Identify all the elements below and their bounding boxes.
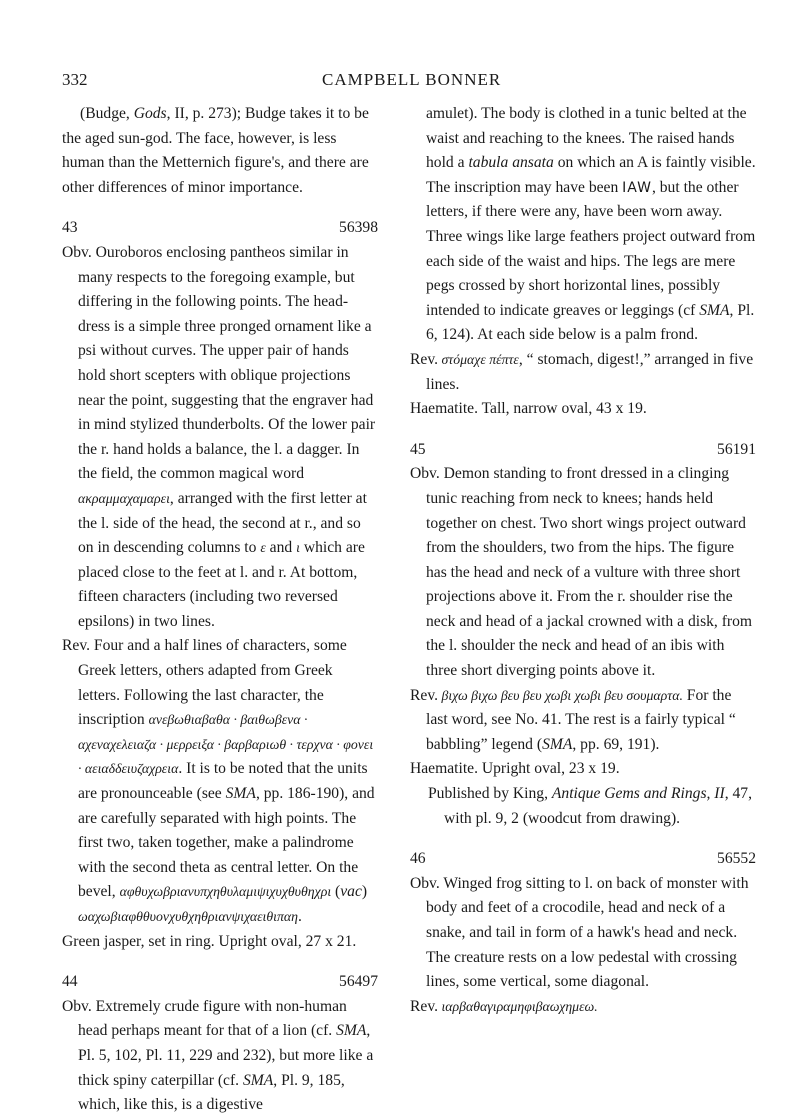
greek-text: ιαρβαθαγιραμηφιβαωχημεω. [438,998,598,1014]
left-column [62,102,378,1118]
obverse-description [62,995,378,1118]
greek-text: ανεβωθιαβαθα · βαιθωβενα · αχεναχελειαζα · μερρειξα · βαρβαριωθ · τερχνα · φονει · αειαδδειυζαχρεια [78,712,374,777]
obverse-label: Obv. [410,465,440,483]
text-run: Published by King, [428,785,552,803]
entry-heading [62,970,378,995]
reverse-label: Rev. [410,350,439,368]
text-run: amulet). The body is clothed in a tunic belted at the waist and reaching to the knees. The raised hands hold a [426,105,747,172]
italic-run: SMA [336,1022,367,1040]
obverse-description [62,241,378,635]
obverse-description [410,872,756,995]
page-header [62,70,750,90]
reverse-description [410,348,756,397]
text-run: , pp. 186-190), and are carefully separated with high points. The first two, taken together, make a palindrome with the second theta as central letter. On the bevel, [78,785,375,901]
greek-text: ι [296,540,300,556]
entry-heading [410,438,756,463]
text-run: , Pl. 6, 124). At each side below is a palm frond. [426,301,755,344]
catalog-number: 56552 [717,850,756,868]
right-column [410,102,756,1019]
entry-45 [410,438,756,832]
obverse-description [410,462,756,683]
text-run: For the last word, see No. 41. The rest is a fairly typical “ babbling” legend ( [426,686,736,753]
entry-heading [410,847,756,872]
italic-run: tabula ansata [468,154,554,172]
greek-text: βιχω βιχω βευ βευ χωβι χωβι βευ σουμαρτα. [438,687,683,703]
greek-text: ε [260,540,266,556]
text-run: , Pl. 5, 102, Pl. 11, 229 and 232), but more like a thick spiny caterpillar (cf. [78,1022,374,1089]
page-number: 332 [62,70,88,89]
reverse-description [410,684,756,758]
italic-run: Gods [133,105,167,122]
greek-text: ωαχωβιαφθθυονχυθχηθριανψιχαειθιπαη [78,909,298,924]
entry-number: 46 [410,850,426,868]
text-run: , pp. 69, 191). [572,735,660,753]
text-run: , 47, with pl. 9, 2 (woodcut from drawing). [444,785,752,827]
text-run: . [298,908,302,925]
entry-44 [62,970,378,1118]
reverse-label: Rev. [62,637,91,655]
obverse-label: Obv. [410,874,440,892]
text-run: Four and a half lines of characters, some Greek letters, others adapted from Greek letters. Following the last character, the inscription [78,637,347,729]
material-note: Haematite. Upright oval, 23 x 19. [410,760,620,778]
italic-run: vac [340,883,362,901]
entry-44-continued [410,102,756,422]
text-run: Extremely crude figure with non-human head perhaps meant for that of a lion (cf. [78,997,347,1040]
greek-text: ακραμμαχαμαρει [78,490,170,506]
text-run: Ouroboros enclosing pantheos similar in many respects to the foregoing example, but differing in the following points. The head-dress is a simple three pronged ornament like a psi without curves. The upper pair of hands hold short scepters with oblique projections near the point, suggesting that the engraver had in mind stylized thunderbolts. Of the lower pair the r. hand holds a balance, the l. a dagger. In the field, the common magical word [78,243,376,483]
text-run: , arranged with the first letter at the l. side of the head, the second at r., and so on in descending columns to [78,489,367,557]
publication-note [410,782,756,831]
material-note: Haematite. Tall, narrow oval, 43 x 19. [410,400,647,418]
text-run: , II, p. 273); Budge takes it to be the aged sun-god. The face, however, is less human than the Metternich figure's, and there are other differences of minor importance. [62,105,369,196]
entry-43 [62,216,378,954]
catalog-number: 56191 [717,440,756,458]
entry-number: 45 [410,440,426,458]
reverse-label: Rev. [410,997,439,1015]
text-run: , Pl. 9, 185, which, like this, is a digestive [78,1071,345,1114]
catalog-number: 56398 [339,219,378,237]
text-run: which are placed close to the feet at l. and r. At bottom, fifteen characters (including two reversed epsilons) in two lines. [78,539,365,630]
intro-paragraph [62,102,378,200]
material-note: Green jasper, set in ring. Upright oval, 27 x 21. [62,932,357,950]
text-run: on which an A is faintly visible. The inscription may have been [426,154,756,196]
greek-text: αφθυχωβριανυπχηθυλαμιψιχυχθυθηχρι [119,884,332,900]
italic-run: Antique Gems and Rings, II [551,785,725,803]
italic-run: SMA [225,785,256,803]
entry-46 [410,847,756,1019]
reverse-description [410,995,756,1020]
italic-run: SMA [699,301,730,319]
text-run: and [265,539,297,557]
text-run: Winged frog sitting to l. on back of monster with body and feet of a crocodile, head and neck of a snake, and tail in form of a hawk's head and neck. The creature rests on a low pedestal with crossing lines, some vertical, some diagonal. [426,874,749,991]
greek-text: στόμαχε πέπτε [438,351,519,367]
entry-number: 43 [62,219,78,237]
text-run: , “ stomach, digest!,” arranged in five lines. [426,350,754,393]
catalog-number: 56497 [339,973,378,991]
text-run: ( [331,883,341,901]
entry-heading [62,216,378,241]
italic-run: SMA [242,1071,274,1089]
inscription-letters: IAW [622,179,652,196]
obverse-label: Obv. [62,243,92,261]
reverse-description [62,634,378,929]
reverse-label: Rev. [410,686,439,704]
running-head: CAMPBELL BONNER [322,70,502,89]
obverse-continuation [410,102,756,348]
italic-run: SMA [542,735,573,753]
text-run: Demon standing to front dressed in a clinging tunic reaching from neck to knees; hands held together on chest. Two short wings project outward from the shoulders, two from the hips. The figure has the head and neck of a vulture with three short projections above it. From the r. shoulder rise the neck and head of a jackal crowned with a disk, from the l. shoulder the neck and head of an ibis with three short diverging points above it. [426,465,753,680]
text-run: , but the other letters, if there were any, have been worn away. Three wings like large feathers project outward from each side of the waist and hips. The legs are mere pegs crossed by short horizontal lines, possibly intended to indicate greaves or leggings (cf [426,178,756,319]
text-run: ) [361,883,368,901]
obverse-label: Obv. [62,997,92,1015]
text-run: (Budge, [80,105,134,122]
text-run: . It is to be noted that the units are pronounceable (see [78,760,368,803]
entry-number: 44 [62,973,78,991]
